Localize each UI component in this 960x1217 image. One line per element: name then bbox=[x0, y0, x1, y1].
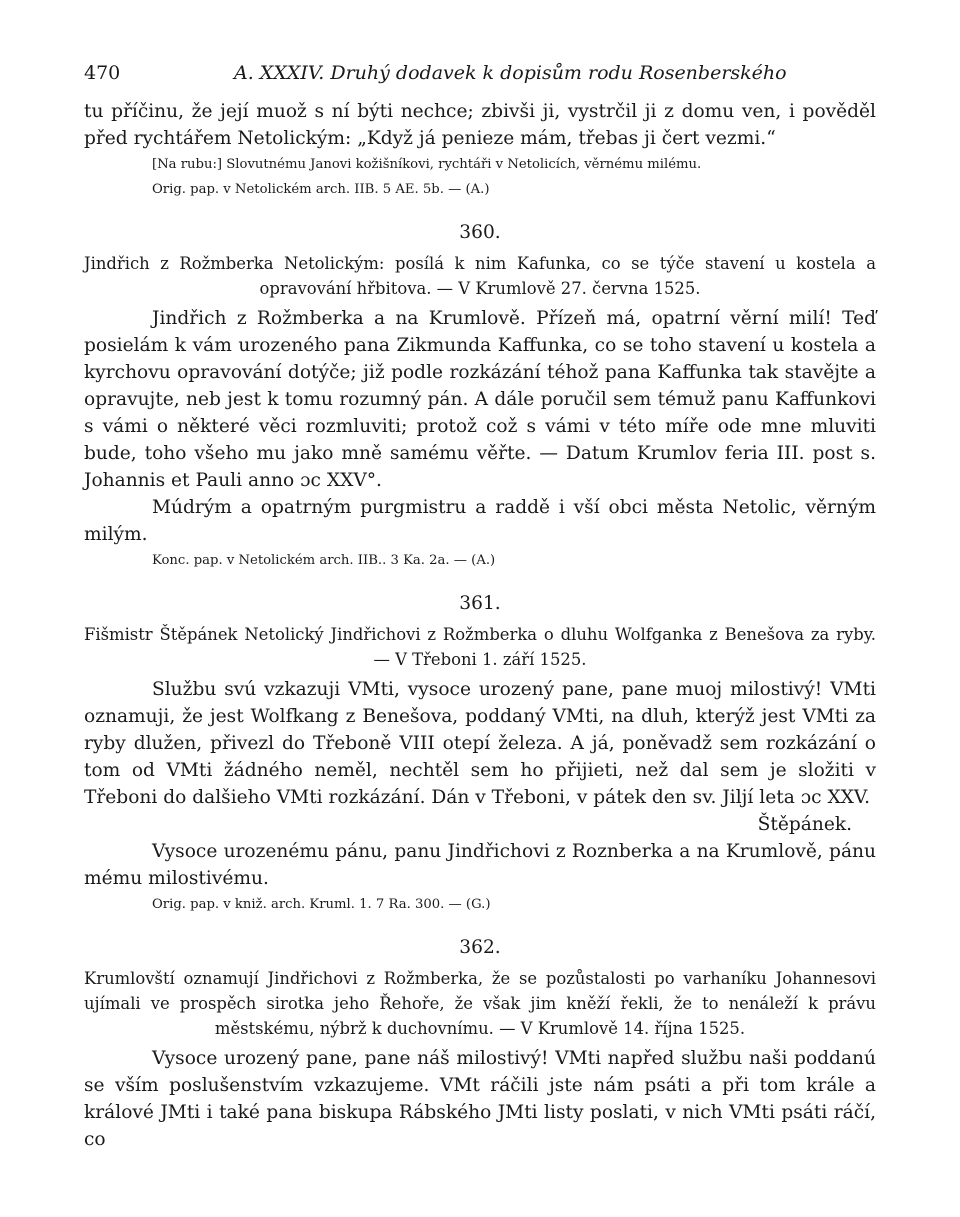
intro-source: Orig. pap. v Netolickém arch. IIB. 5 AE. 5b. — (A.) bbox=[152, 182, 490, 197]
letter-360 bbox=[84, 222, 876, 573]
letter-number: 360. bbox=[459, 222, 501, 243]
letter-regest: Jindřich z Rožmberka Netolickým: posílá k nim Kafunka, co se týče stavení u kostela a opravování hřbitova. — V Krumlově 27. června 1525. bbox=[84, 254, 876, 298]
intro-text: tu příčinu, že její muož s ní býti nechce; zbivši ji, vystrčil ji z domu ven, i pověděl před rychtářem Netolickým: „Když já penieze mám, třebas ji čert vezmi.“ bbox=[84, 101, 876, 149]
letter-362 bbox=[84, 937, 876, 1153]
letter-source: Konc. pap. v Netolickém arch. IIB.. 3 Ka. 2a. — (A.) bbox=[152, 553, 496, 568]
letter-text: Vysoce urozený pane, pane náš milostivý! VMti napřed službu naši poddanú se vším poslušenstvím vzkazujeme. VMt ráčili jste nám psáti a při tom krále a králové JMti i také pana biskupa Rábského JMti listy poslati, v nich VMti psáti ráčí, co bbox=[84, 1048, 876, 1150]
letter-361 bbox=[84, 593, 876, 917]
page-number: 470 bbox=[84, 62, 121, 84]
letter-number: 362. bbox=[459, 937, 501, 958]
letter-regest: Fišmistr Štěpánek Netolický Jindřichovi z Rožmberka o dluhu Wolfganka z Benešova za ryby. — V Třeboni 1. září 1525. bbox=[84, 625, 876, 669]
letter-address: Múdrým a opatrným purgmistru a raddě i vší obci města Netolic, věrným milým. bbox=[84, 497, 876, 545]
intro-address: [Na rubu:] Slovutnému Janovi kožišníkovi, rychtáři v Netolicích, věrnému milému. bbox=[152, 157, 702, 172]
page-header bbox=[84, 62, 876, 92]
letter-regest: Krumlovští oznamují Jindřichovi z Rožmberka, že se pozůstalosti po varhaníku Johannesovi ujímali ve prospěch sirotka jeho Řehoře, že však jim kněží řekli, že to nenáleží k právu městskému, nýbrž k duchovnímu. — V Krumlově 14. října 1525. bbox=[84, 969, 876, 1038]
letter-source: Orig. pap. v kniž. arch. Kruml. 1. 7 Ra. 300. — (G.) bbox=[152, 897, 491, 912]
letter-number: 361. bbox=[459, 593, 501, 614]
running-title: A. XXXIV. Druhý dodavek k dopisům rodu Rosenberského bbox=[234, 62, 787, 84]
letter-address: Vysoce urozenému pánu, panu Jindřichovi z Roznberka a na Krumlově, pánu mému milostivému. bbox=[84, 841, 876, 889]
letter-text: Jindřich z Rožmberka a na Krumlově. Přízeň má, opatrní věrní milí! Teď posielám k vám urozeného pana Zikmunda Kaffunka, co se toho stavení u kostela a kyrchovu opravování dotýče; již podle rozkázání téhož pana Kaffunka tak stavějte a opravujte, neb jest k tomu rozumný pán. A dále poručil sem témuž panu Kaffunkovi s vámi o některé věci rozmluviti; protož což s vámi v této míře ode mne mluviti bude, toho všeho mu jako mně samému věřte. — Datum Krumlov feria III. post s. Johannis et Pauli anno ɔc XXV°. bbox=[84, 308, 876, 491]
letter-signature: Štěpánek. bbox=[757, 814, 852, 835]
letter-text: Službu svú vzkazuji VMti, vysoce urozený pane, pane muoj milostivý! VMti oznamuji, že jest Wolfkang z Benešova, poddaný VMti, na dluh, kterýž jest VMti za ryby dlužen, přivezl do Třeboně VIII otepí železa. A já, poněvadž sem rozkázání o tom od VMti žádného neměl, nechtěl sem ho přijieti, než dal sem je složiti v Třeboni do dalšieho VMti rozkázání. Dán v Třeboni, v pátek den sv. Jiljí leta ɔc XXV. bbox=[84, 679, 876, 808]
document-page bbox=[84, 62, 876, 1153]
